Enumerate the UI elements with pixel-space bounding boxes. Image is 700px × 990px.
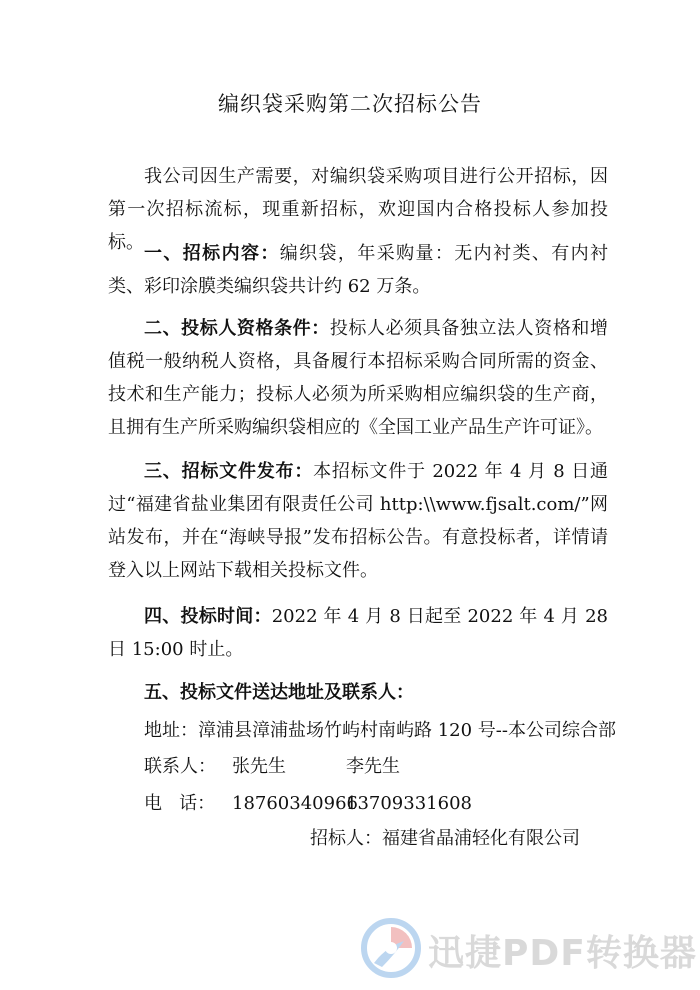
section-heading: 三、招标文件发布：: [144, 461, 314, 482]
section-bid-time: [108, 600, 608, 666]
contact-line: [144, 750, 216, 783]
intro-text: 我公司因生产需要，对编织袋采购项目进行公开招标，因第一次招标流标，现重新招标，欢迎国内合格投标人参加投标。: [108, 166, 608, 253]
section-body: 本招标文件于 2022 年 4 月 8 日通过“福建省盐业集团有限责任公司 http:\\www.fjsalt.com/”网站发布，并在“海峡导报”发布招标公告。有意投标者，详情请登入以上网站下载相关投标文件。: [108, 461, 608, 581]
section-body: 编织袋，年采购量：无内衬类、有内衬类、彩印涂膜类编织袋共计约 62 万条。: [108, 243, 609, 297]
section-body: 2022 年 4 月 8 日起至 2022 年 4 月 28 日 15:00 时止。: [108, 606, 608, 660]
issuer-name: 福建省晶浦轻化有限公司: [382, 828, 580, 849]
section-heading: 五、投标文件送达地址及联系人：: [144, 682, 414, 703]
phone-number-2: 13709331608: [346, 793, 472, 814]
phone-number-1: 18760340966: [232, 793, 358, 814]
watermark: [358, 915, 697, 981]
section-heading: 一、招标内容：: [144, 243, 280, 264]
section-heading: 二、投标人资格条件：: [144, 318, 330, 339]
section-document-release: [108, 455, 608, 587]
address-value: 漳浦县漳浦盐场竹屿村南屿路 120 号--本公司综合部: [198, 720, 616, 741]
section-content: [108, 237, 608, 303]
section-body: 投标人必须具备独立法人资格和增值税一般纳税人资格，具备履行本招标采购合同所需的资金、技术和生产能力；投标人必须为所采购相应编织袋的生产商，且拥有生产所采购编织袋相应的《全国工业产品生产许可证》。: [108, 318, 609, 438]
contact-person-1: 张先生: [232, 756, 286, 777]
section-heading: 四、投标时间：: [144, 606, 272, 627]
document-title: 编织袋采购第二次招标公告: [218, 92, 482, 116]
watermark-text: 迅捷PDF转换器: [428, 933, 697, 974]
issuer-label: 招标人：: [310, 828, 382, 849]
issuer-line: [310, 822, 580, 855]
contact-label: 联系人：: [144, 756, 216, 777]
section-qualification: [108, 312, 608, 444]
section-delivery-address: [108, 676, 608, 709]
phone-label: 电 话：: [144, 793, 216, 814]
contact-person-2: 李先生: [346, 756, 400, 777]
address-line: [144, 714, 616, 747]
xunjie-pdf-logo-icon: [360, 917, 422, 979]
address-label: 地址：: [144, 720, 198, 741]
